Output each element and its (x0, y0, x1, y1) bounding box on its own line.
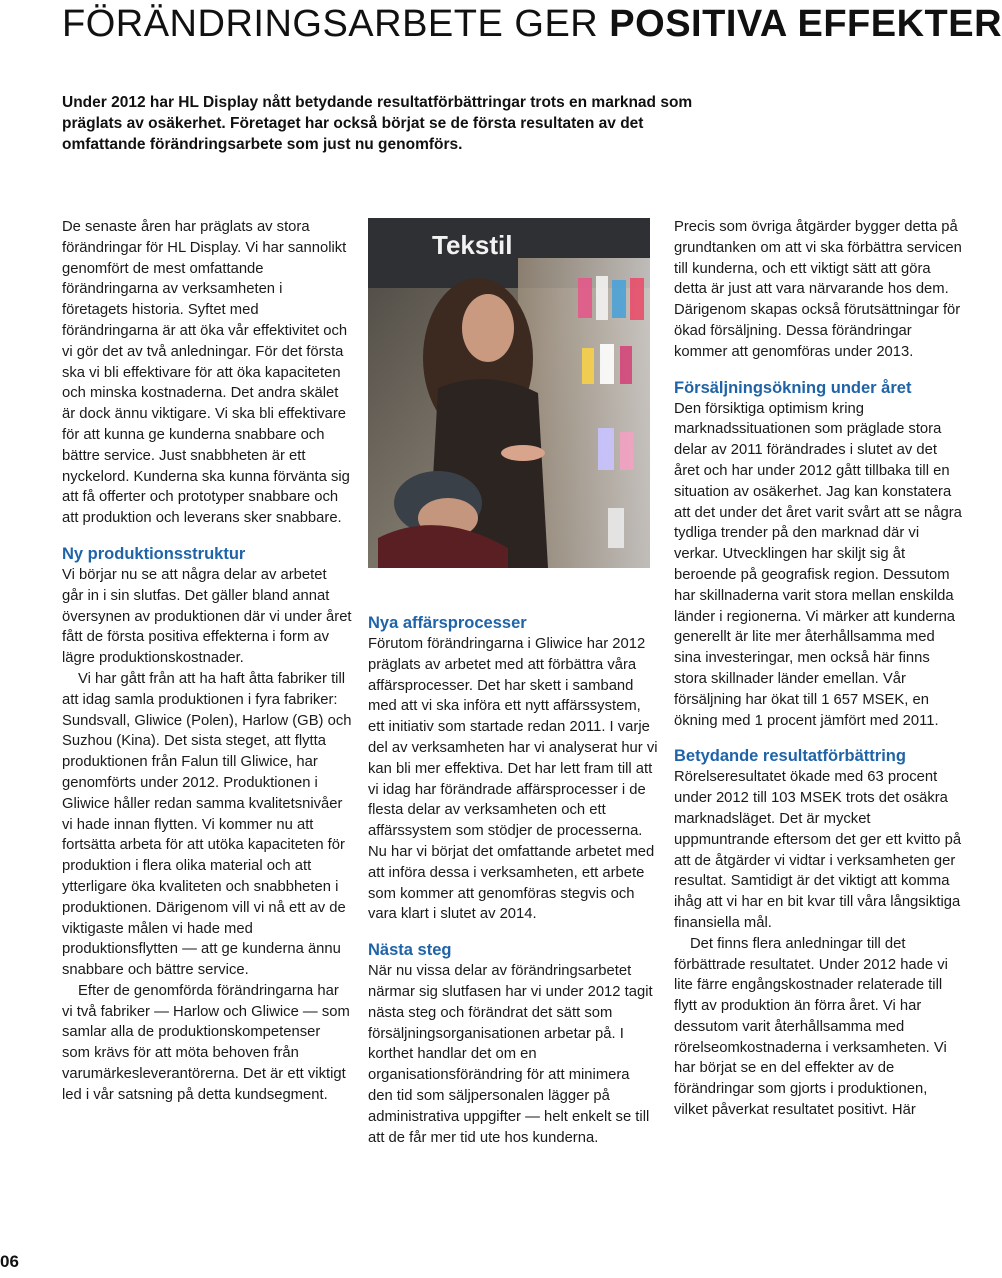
intro-paragraph: De senaste åren har präglats av stora förändringar för HL Display. Vi har sannolikt genomfört de mest omfattande förändringarna av verksamheten i företagets historia. Syftet med förändringarna är att öka vår effektivitet och vi gör det av två anledningar. För det första ska vi bli effektivare för att öka kapaciteten och minska kostnaderna. Det andra skälet är dock ännu viktigare. Vi ska bli effektivare för att kunna ge kunderna snabbare och bättre service. Just snabbheten är ett nyckelord. Kunderna ska kunna förvänta sig att få offerter och prototyper snabbare och att produktion och leverans sker snabbare. (62, 219, 350, 527)
heading-ny-produktionsstruktur: Ny produktionsstruktur (62, 544, 246, 563)
headline-bold: POSITIVA EFFEKTER (609, 3, 1002, 45)
paragraph: Vi har gått från att ha haft åtta fabriker till att idag samla produktionen i fyra fabriker: Sundsvall, Gliwice (Polen), Harlow (GB) och Suzhou (Kina). Det sista steget, att flytta produktionen från Falun till Gliwice, har genomförts under 2012. Produktionen i Gliwice håller redan samma kvalitetsnivåer vi hade innan flytten. Vi kommer nu att fortsätta arbeta för att utöka kapaciteten för produktion i flera olika material och att ytterligare öka kvaliteten och snabbheten i produktionen. Därigenom vill vi nå ett av de viktigaste målen vi hade med produktionsflytten — att ge kunderna ännu snabbare och bättre service. (62, 670, 352, 979)
heading-nasta-steg: Nästa steg (368, 941, 452, 960)
photo-sign-text: Tekstil (432, 230, 513, 260)
page-number: 06 (0, 1252, 19, 1271)
paragraph: Precis som övriga åtgärder bygger detta på grundtanken om att vi ska förbättra servicen till kunderna, och ett viktigt sätt att göra detta är just att vara närvarande hos dem. Därigenom skapas också förutsättningar för ökad försäljning. Dessa förändringar kommer att genomföras under 2013. (674, 219, 962, 360)
column-2 (368, 612, 658, 1148)
store-photo (368, 218, 650, 568)
heading-forsaljningsokning: Försäljningsökning under året (674, 378, 912, 397)
paragraph: När nu vissa delar av förändringsarbetet närmar sig slutfasen har vi under 2012 tagit nästa steg och förändrat det sätt som försäljningsorganisationen arbetar på. I korthet handlar det om en organisationsförändring för att minimera den tid som säljpersonalen lägger på administrativa uppgifter — helt enkelt se till att de får mer tid ute hos kunderna. (368, 963, 653, 1146)
paragraph: Det finns flera anledningar till det förbättrade resultatet. Under 2012 hade vi lite färre engångskostnader relaterade till flytt av produktion än förra året. Vi har dessutom varit återhållsamma med rörelseomkostnaderna i verksamheten. Vi har börjat se en del effekter av de förändringar som gjorts i produktionen, vilket påverkat resultatet positivt. Här (674, 935, 948, 1119)
heading-nya-affarsprocesser: Nya affärsprocesser (368, 614, 527, 632)
paragraph: Vi börjar nu se att några delar av arbetet går in i sin slutfas. Det gäller bland annat översynen av produktionen där vi under året fått de första positiva effekterna i form av lägre produktionskostnader. (62, 566, 352, 667)
heading-resultatforbattring: Betydande resultatförbättring (674, 747, 906, 766)
headline-light: FÖRÄNDRINGSARBETE GER (62, 3, 610, 45)
paragraph: Den försiktiga optimism kring marknadssituationen som präglade stora delar av 2011 förändrades i slutet av det året och har under 2012 gått tillbaka till en situation av osäkerhet. Jag kan konstatera att det under det året varit svårt att se några tydliga trender på den marknad där vi verkar. Utvecklingen har skiljt sig åt beroende på geografisk region. Dessutom har skillnaderna varit stora mellan enskilda länder i regionerna. Vi märker att kunderna generellt är lite mer återhållsamma med sina investeringar, men också här finns stora skillnader länder emellan. Vår försäljning har ökat till 1 657 MSEK, en ökning med 1 procent jämfört med 2011. (674, 400, 962, 729)
column-3 (674, 217, 962, 1121)
page-headline (62, 2, 1002, 46)
paragraph: Efter de genomförda förändringarna har vi två fabriker — Harlow och Gliwice — som samlar alla de produktionskompetenser som krävs för att möta behoven från varumärkesleverantörerna. Det är ett viktigt led i vår satsning på detta kundsegment. (62, 982, 350, 1103)
lead-paragraph: Under 2012 har HL Display nått betydande resultatförbättringar trots en marknad som präglats av osäkerhet. Företaget har också börjat se de första resultaten av det omfattande förändringsarbete som just nu genomförs. (62, 94, 693, 153)
paragraph: Förutom förändringarna i Gliwice har 2012 präglats av arbetet med att förbättra våra affärsprocesser. Det har skett i samband med att vi ska införa ett nytt affärssystem, ett initiativ som startade redan 2011. I varje del av verksamheten har vi analyserat hur vi kan bli mer effektiva. Det har lett fram till att vi idag har förändrade affärsprocesser i de flesta delar av verksamheten och ett affärssystem som stödjer de processerna. Nu har vi börjat det omfattande arbetet med att införa dessa i verksamheten, ett arbete som kommer att genomföras stegvis och vara klart i slutet av 2014. (368, 636, 658, 923)
paragraph: Rörelseresultatet ökade med 63 procent under 2012 till 103 MSEK trots det osäkra marknadsläget. Det är mycket uppmuntrande eftersom det ger ett kvitto på att de åtgärder vi vidtar i verksamheten ger resultat. Samtidigt är det viktigt att komma ihåg att vi har en bit kvar till våra långsiktiga finansiella mål. (674, 769, 962, 931)
column-1 (62, 217, 352, 1106)
